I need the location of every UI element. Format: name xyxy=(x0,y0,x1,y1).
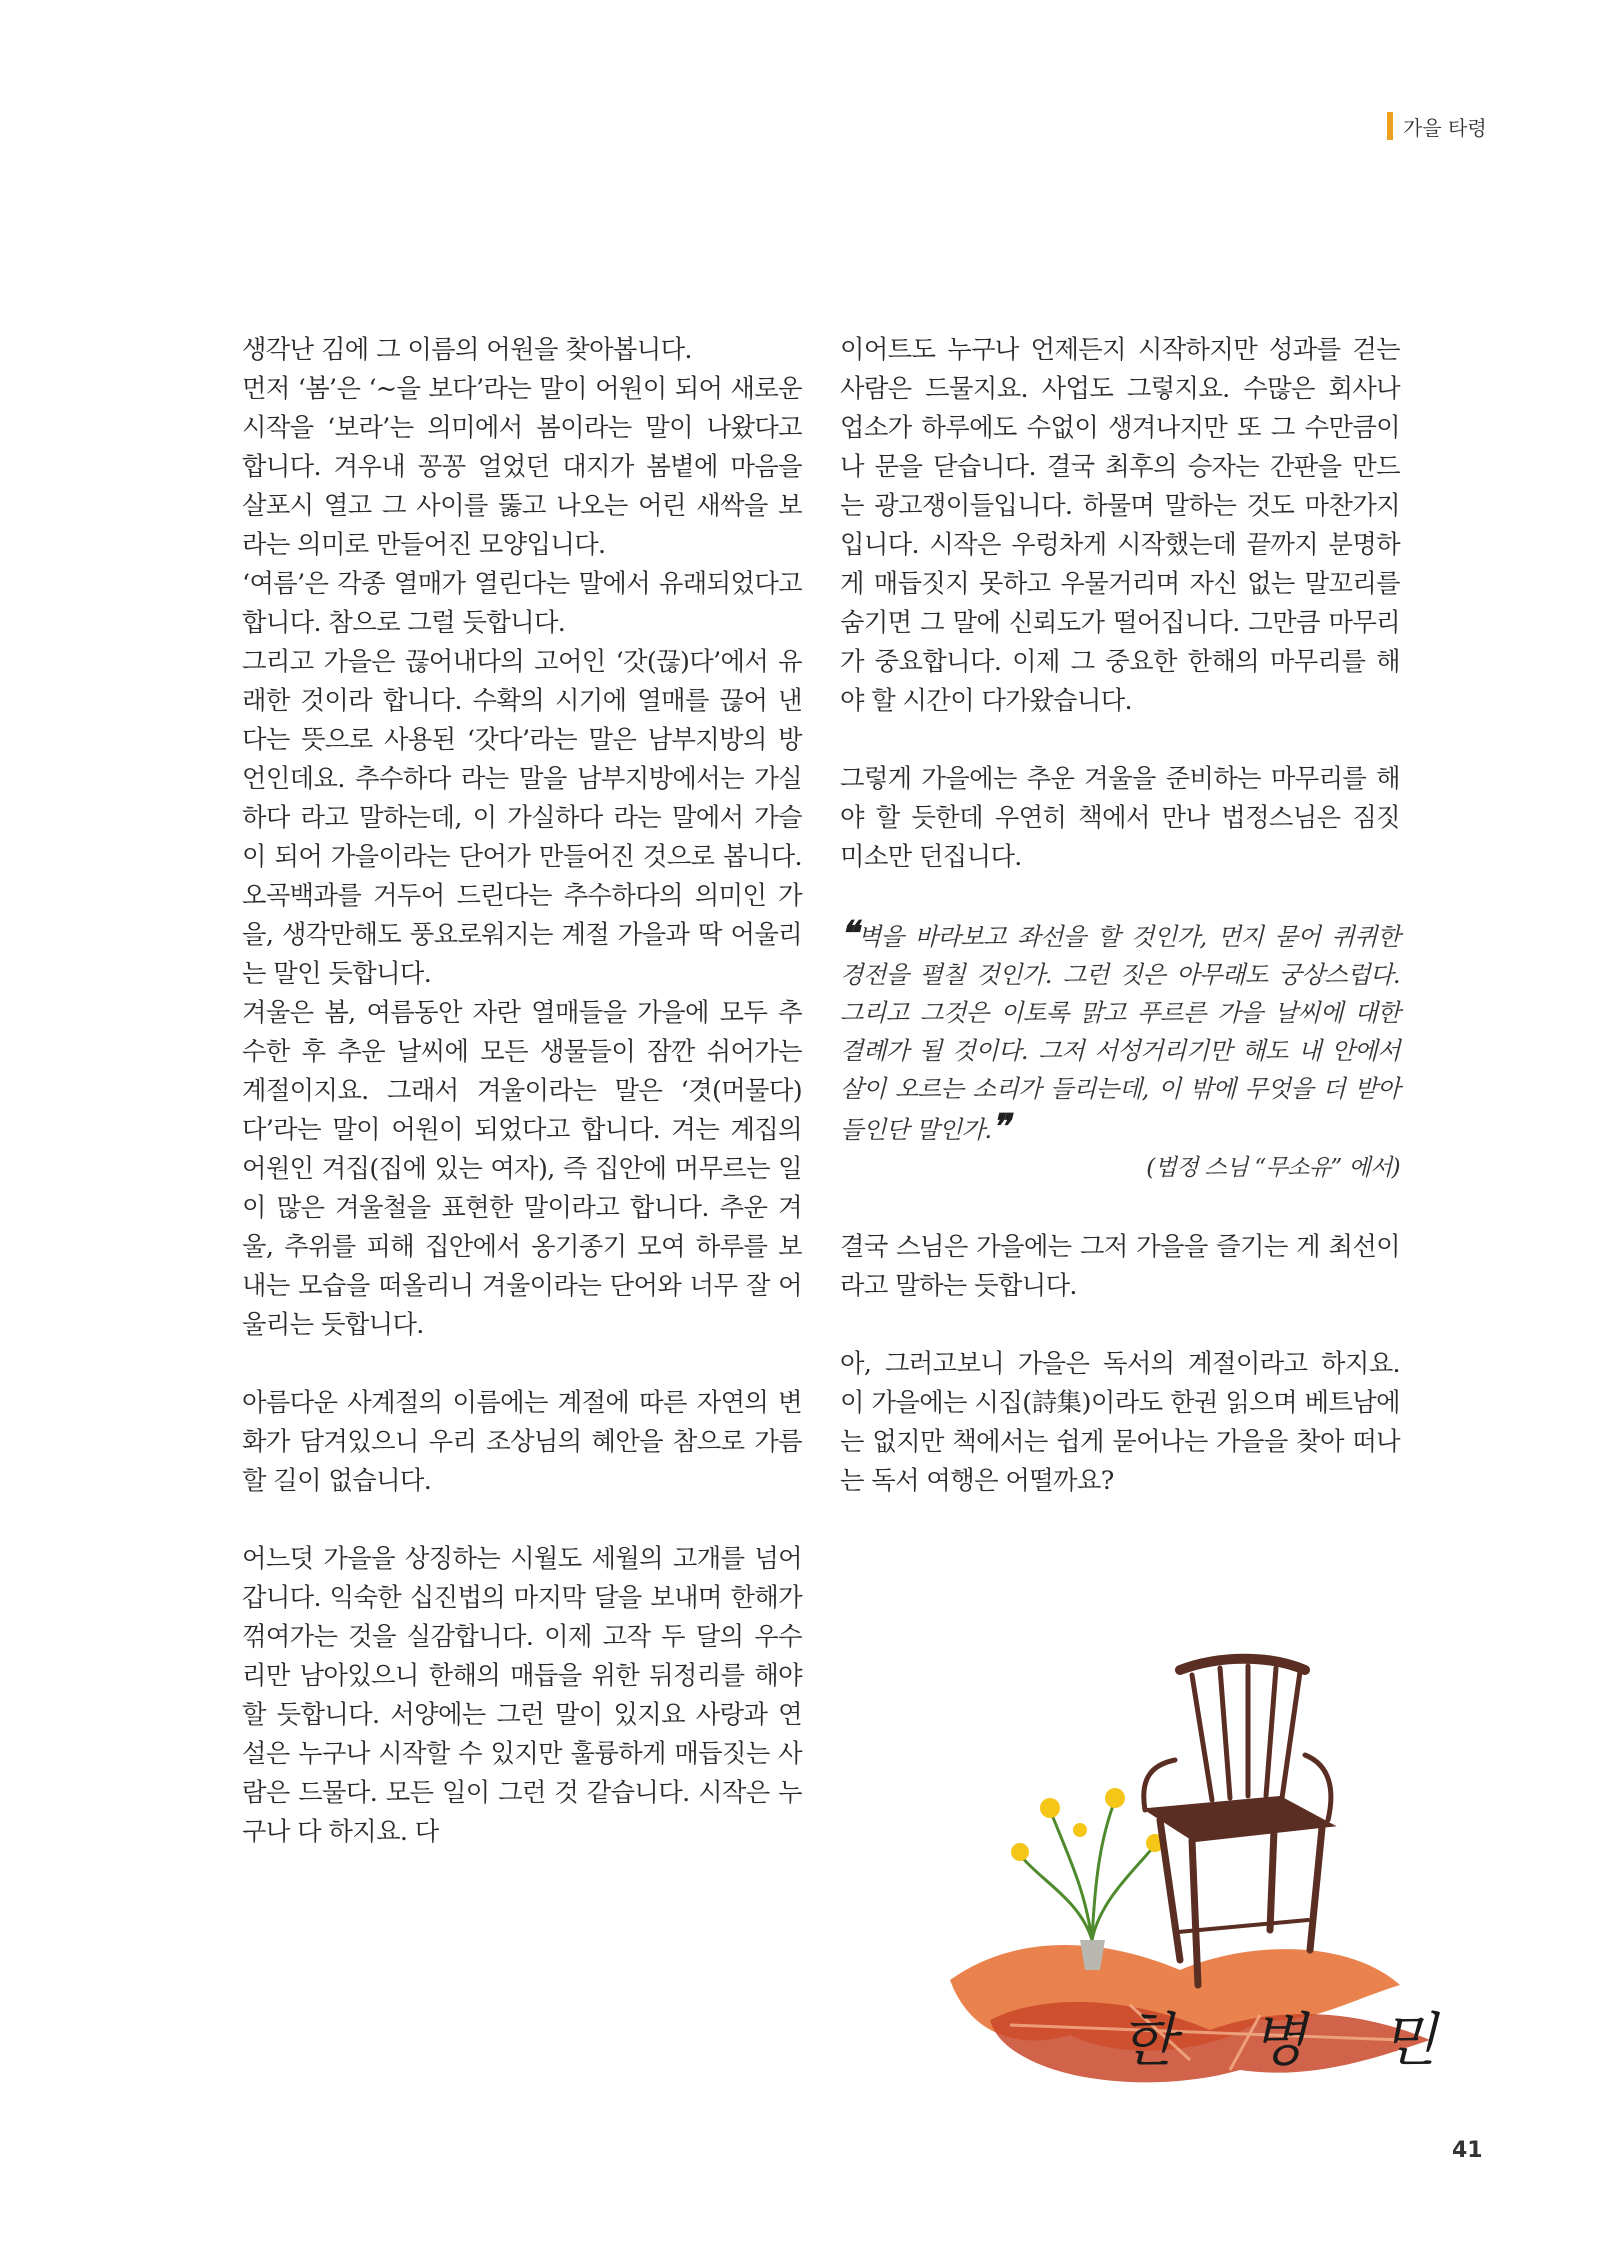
paragraph: 아, 그러고보니 가을은 독서의 계절이라고 하지요. 이 가을에는 시집(詩集)이라도 한권 읽으며 베트남에는 없지만 책에서는 쉽게 묻어나는 가을을 찾아 떠나는 독서 여행은 어떨까요? xyxy=(840,1349,1400,1495)
paragraph-gap xyxy=(840,876,1400,915)
flower-pot xyxy=(1011,1788,1164,1970)
paragraph: 겨울은 봄, 여름동안 자란 열매들을 가을에 모두 추수한 후 추운 날씨에 모든 생물들이 잠깐 쉬어가는 계절이지요. 그래서 겨울이라는 말은 ‘겻(머물다)다’라는 말이 어원이 되었다고 합니다. 겨는 계집의 어원인 겨집(집에 있는 여자), 즉 집안에 머무르는 일이 많은 겨울철을 표현한 말이라고 합니다. 추운 겨울, 추위를 피해 집안에서 옹기종기 모여 하루를 보내는 모습을 떠올리니 겨울이라는 단어와 너무 잘 어울리는 듯합니다. xyxy=(242,998,802,1339)
quote-close-mark: ❞ xyxy=(991,1107,1010,1147)
quote-open-mark: ❝ xyxy=(840,914,858,954)
paragraph: 먼저 ‘봄’은 ‘~을 보다’라는 말이 어원이 되어 새로운 시작을 ‘보라’는 의미에서 봄이라는 말이 나왔다고 합니다. 겨우내 꽁꽁 얼었던 대지가 봄볕에 마음을 살포시 열고 그 사이를 뚫고 나오는 어린 새싹을 보라는 의미로 만들어진 모양입니다. xyxy=(242,374,802,559)
header-accent-bar xyxy=(1387,112,1393,140)
paragraph-gap xyxy=(840,1188,1400,1227)
paragraph: 아름다운 사계절의 이름에는 계절에 따른 자연의 변화가 담겨있으니 우리 조상님의 혜안을 참으로 가름할 길이 없습니다. xyxy=(242,1388,802,1495)
left-column xyxy=(242,330,802,1851)
section-header xyxy=(1387,111,1487,141)
paragraph: 결국 스님은 가을에는 그저 가을을 즐기는 게 최선이라고 말하는 듯합니다. xyxy=(840,1232,1400,1300)
paragraph-gap xyxy=(242,1344,802,1383)
quote-block xyxy=(840,915,1400,1188)
paragraph-gap xyxy=(840,1305,1400,1344)
quote-source: (법정 스님 “무소유” 에서) xyxy=(1146,1155,1400,1181)
paragraph: 생각난 김에 그 이름의 어원을 찾아봅니다. xyxy=(242,335,692,364)
author-signature: 한 병 민 xyxy=(1120,2006,1465,2074)
right-column xyxy=(840,330,1400,1500)
paragraph-gap xyxy=(840,720,1400,759)
paragraph-gap xyxy=(242,1500,802,1539)
paragraph: 어느덧 가을을 상징하는 시월도 세월의 고개를 넘어갑니다. 익숙한 십진법의 마지막 달을 보내며 한해가 꺾여가는 것을 실감합니다. 이제 고작 두 달의 우수리만 남아있으니 한해의 매듭을 위한 뒤정리를 해야 할 듯합니다. 서양에는 그런 말이 있지요 사랑과 연설은 누구나 시작할 수 있지만 훌륭하게 매듭짓는 사람은 드물다. 모든 일이 그런 것 같습니다. 시작은 누구나 다 하지요. 다 xyxy=(242,1544,802,1846)
quote-text: 벽을 바라보고 좌선을 할 것인가, 먼지 묻어 퀴퀴한 경전을 펼칠 것인가. 그런 짓은 아무래도 궁상스럽다. 그리고 그것은 이토록 맑고 푸르른 가을 날씨에 대한 결례가 될 것이다. 그저 서성거리기만 해도 내 안에서 살이 오르는 소리가 들리는데, 이 밖에 무엇을 더 받아들인단 말인가. xyxy=(840,922,1400,1144)
wooden-chair xyxy=(1144,1659,1331,1985)
paragraph: 그렇게 가을에는 추운 겨울을 준비하는 마무리를 해야 할 듯한데 우연히 책에서 만나 법정스님은 짐짓 미소만 던집니다. xyxy=(840,764,1400,871)
section-label: 가을 타령 xyxy=(1403,115,1487,140)
page-number: 41 xyxy=(1452,2138,1483,2163)
paragraph: ‘여름’은 각종 열매가 열린다는 말에서 유래되었다고 합니다. 참으로 그럴 듯합니다. xyxy=(242,569,802,637)
quote-text-line xyxy=(840,915,1400,1149)
paragraph: 그리고 가을은 끊어내다의 고어인 ‘갓(끊)다’에서 유래한 것이라 합니다. 수확의 시기에 열매를 끊어 낸다는 뜻으로 사용된 ‘갓다’라는 말은 남부지방의 방언인데요. 추수하다 라는 말을 남부지방에서는 가실하다 라고 말하는데, 이 가실하다 라는 말에서 가슬이 되어 가을이라는 단어가 만들어진 것으로 봅니다. 오곡백과를 거두어 드린다는 추수하다의 의미인 가을, 생각만해도 풍요로워지는 계절 가을과 딱 어울리는 말인 듯합니다. xyxy=(242,647,802,988)
paragraph: 이어트도 누구나 언제든지 시작하지만 성과를 걷는 사람은 드물지요. 사업도 그렇지요. 수많은 회사나 업소가 하루에도 수없이 생겨나지만 또 그 수만큼이나 문을 닫습니다. 결국 최후의 승자는 간판을 만드는 광고쟁이들입니다. 하물며 말하는 것도 마찬가지입니다. 시작은 우렁차게 시작했는데 끝까지 분명하게 매듭짓지 못하고 우물거리며 자신 없는 말꼬리를 숨기면 그 말에 신뢰도가 떨어집니다. 그만큼 마무리가 중요합니다. 이제 그 중요한 한해의 마무리를 해야 할 시간이 다가왔습니다. xyxy=(840,335,1400,715)
autumn-chair-illustration xyxy=(930,1640,1490,2090)
